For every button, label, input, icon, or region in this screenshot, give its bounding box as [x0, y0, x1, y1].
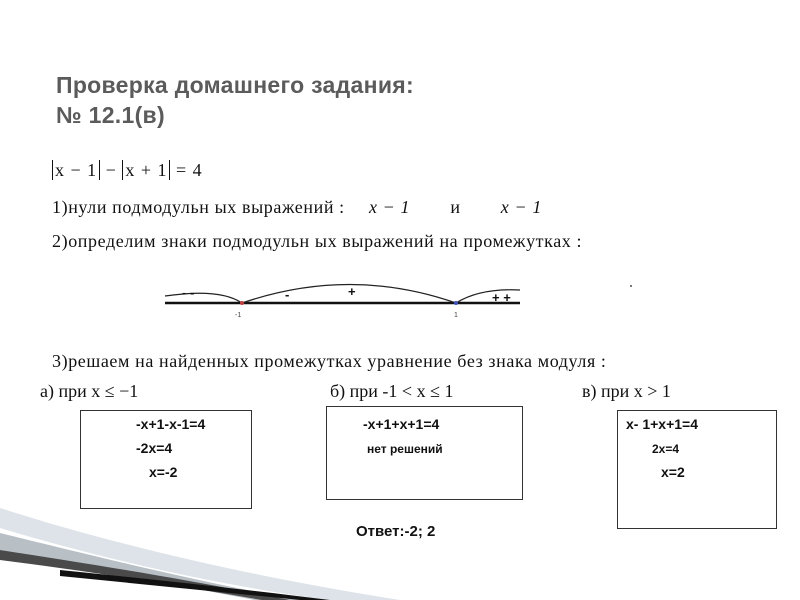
signs-right: + + — [492, 290, 511, 305]
box-b-line-1: -x+1+x+1=4 — [363, 416, 440, 432]
slide-title — [56, 70, 414, 130]
sign-number-line — [160, 268, 530, 328]
sign-mid-minus: - — [285, 287, 290, 302]
box-c-line-3: x=2 — [661, 464, 685, 480]
box-a-line-3: x=-2 — [149, 464, 178, 480]
slide-title-line2: № 12.1(в) — [56, 102, 165, 128]
equation-minus: − — [105, 160, 117, 180]
step-1-text: 1)нули подмодульн ых выражений : — [52, 197, 345, 217]
step-1-and: и — [450, 197, 461, 217]
equation-modulus-1: x − 1 — [52, 160, 100, 180]
case-c-header: в) при x > 1 — [582, 381, 671, 401]
case-b-header: б) при -1 < x ≤ 1 — [330, 381, 454, 401]
step-1 — [52, 197, 542, 218]
step-3: 3)решаем на найденных промежутках уравнение без знака модуля : — [52, 351, 607, 371]
slide-title-line1: Проверка домашнего задания: — [56, 72, 414, 98]
tick-label-one: 1 — [454, 312, 458, 319]
box-a-line-2: -2x=4 — [136, 440, 173, 456]
step-1-zero-2: x − 1 — [500, 197, 542, 217]
signs-left: - - — [182, 285, 195, 300]
answer: Ответ:-2; 2 — [356, 523, 436, 540]
step-1-zero-1: x − 1 — [368, 197, 411, 217]
point-one — [454, 301, 458, 305]
stray-dot — [630, 285, 632, 287]
sign-mid-plus: + — [348, 284, 356, 299]
step-2: 2)определим знаки подмодульн ых выражений на промежутках : — [52, 231, 583, 251]
case-a-header: а) при x ≤ −1 — [40, 381, 139, 401]
box-b-line-2: нет решений — [367, 442, 443, 456]
decorative-swoosh — [0, 498, 800, 600]
box-c-line-1: x- 1+x+1=4 — [626, 416, 699, 432]
box-a-line-1: -x+1-x-1=4 — [136, 416, 206, 432]
point-minus-one — [240, 301, 244, 305]
box-c-line-2: 2x=4 — [652, 442, 680, 456]
arc-left — [165, 293, 242, 303]
solution-box-a — [80, 410, 252, 509]
equation-rhs: = 4 — [175, 160, 203, 180]
solution-box-b — [326, 406, 523, 500]
equation-modulus-2: x + 1 — [122, 160, 170, 180]
tick-label-minus-one: -1 — [235, 312, 242, 319]
equation — [52, 160, 203, 181]
